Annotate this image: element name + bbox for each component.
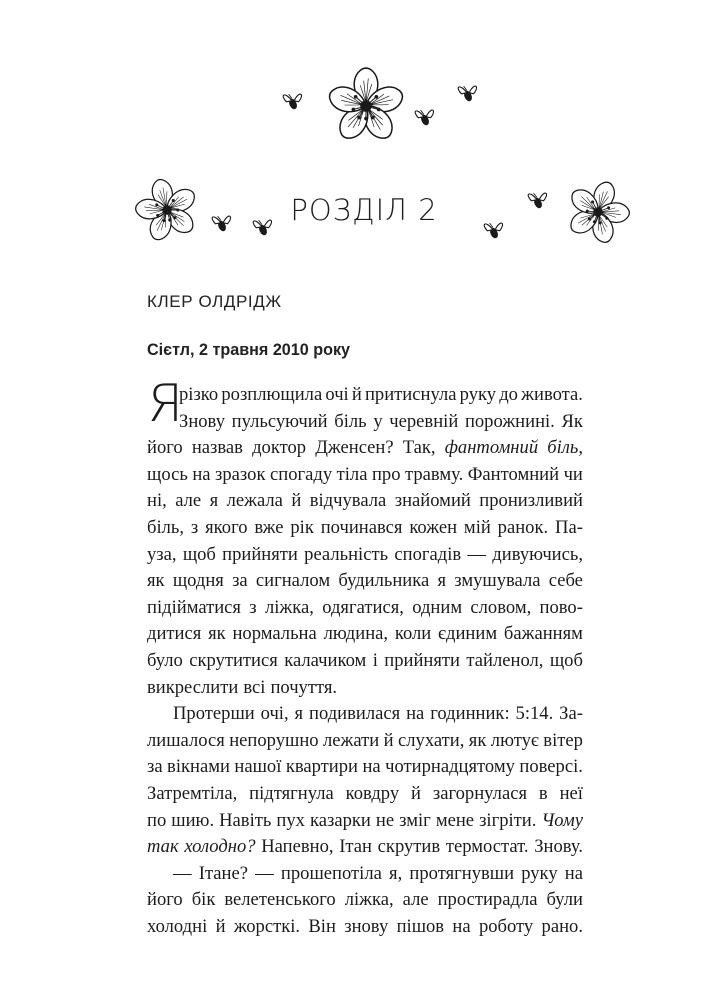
word: пішов [396, 915, 445, 937]
text-line [147, 914, 583, 941]
word: я [294, 703, 304, 725]
word: — [173, 862, 192, 884]
word: чотирнадцятому [385, 756, 515, 778]
word: прийняти [222, 543, 298, 565]
word: Знову. [534, 836, 583, 858]
word: прошепотіла [280, 862, 382, 884]
text-line [147, 861, 583, 888]
word: різко [179, 384, 219, 405]
word: лежати [323, 729, 380, 751]
word: Протерши [173, 703, 255, 725]
word: одягатися, [322, 596, 404, 618]
chapter-title: РОЗДІЛ 2 [290, 193, 438, 227]
word: бажанням [503, 623, 583, 645]
word: калачиком [284, 649, 367, 671]
text-line [147, 462, 583, 489]
word: на [564, 862, 583, 884]
word: скрутив [377, 836, 441, 858]
word: єдиним [438, 623, 498, 645]
word: але [402, 889, 429, 911]
word: очі [325, 384, 349, 405]
word: розплющила [221, 384, 323, 405]
word: Він [308, 915, 336, 937]
word: травму. [405, 463, 464, 485]
word: про [371, 463, 401, 485]
word: мене [435, 809, 475, 831]
text-line [147, 435, 583, 462]
word: дитися [147, 623, 202, 645]
place-date: Сієтл, 2 травня 2010 року [147, 340, 351, 359]
word: реальність [304, 543, 389, 565]
word: людина, [323, 623, 389, 645]
word: на [192, 463, 211, 485]
word: Як [561, 410, 583, 432]
word: викреслити [147, 676, 239, 698]
word: у [373, 410, 383, 432]
word: біль, [147, 516, 185, 538]
word: Па- [555, 516, 583, 538]
word: підтягнула [249, 782, 334, 804]
word: знову [344, 915, 389, 937]
word: термостат. [445, 836, 529, 858]
word: починався [320, 516, 403, 538]
word: зігріти. [479, 809, 537, 831]
word: одним [412, 596, 463, 618]
word: будильника [338, 570, 430, 592]
word: я [437, 570, 447, 592]
word: я [209, 490, 219, 512]
word: чи [563, 463, 583, 485]
word: протягнувши [409, 862, 515, 884]
word: ранок. [497, 516, 549, 538]
word: як [147, 570, 165, 592]
word: спогадів [394, 543, 462, 565]
drop-cap: Я [147, 374, 184, 434]
word: нормальна [232, 623, 317, 645]
word: шию. [171, 809, 215, 831]
text-line [147, 542, 583, 569]
word: подивилася [309, 703, 401, 725]
text-line [147, 781, 583, 808]
text-line [147, 595, 583, 622]
word: його [147, 889, 183, 911]
word: порожнині. [464, 410, 555, 432]
body-text [147, 382, 583, 940]
word: й [291, 490, 302, 512]
word: не [375, 809, 395, 831]
word: спогаду [270, 463, 333, 485]
word: бік [191, 889, 216, 911]
word: Ітан [339, 836, 372, 858]
word: на [362, 756, 381, 778]
word: й [215, 915, 226, 937]
word: його [147, 437, 183, 459]
word: 5:14. [515, 703, 554, 725]
word: тіла [336, 463, 368, 485]
word: біль [334, 410, 367, 432]
word: притиснула [364, 384, 457, 405]
text-line [147, 887, 583, 914]
text-line [147, 728, 583, 755]
word: так [147, 836, 179, 858]
text-line [147, 621, 583, 648]
word: як [208, 623, 226, 645]
word: зразок [215, 463, 266, 485]
word: підійматися [147, 596, 241, 618]
word: на [406, 703, 425, 725]
word: зміг [399, 809, 431, 831]
word: біль, [547, 437, 583, 459]
word: нашої [234, 756, 282, 778]
word: скрутитися [189, 649, 278, 671]
word: пово- [539, 596, 583, 618]
word: щось [147, 463, 188, 485]
word: пронизливий [479, 490, 583, 512]
word: Фантомний [467, 463, 560, 485]
word: ліжка, [264, 596, 314, 618]
word: Ітане? [198, 862, 249, 884]
word: загорнулася [432, 782, 527, 804]
word: ні, [147, 490, 167, 512]
word: мій [463, 516, 491, 538]
word: й [351, 384, 362, 405]
word: руку [521, 862, 558, 884]
word: прийняти [384, 649, 460, 671]
word: неї [559, 782, 583, 804]
word: — [467, 543, 487, 565]
word: холодні [147, 915, 208, 937]
word: тайленол, [466, 649, 544, 671]
word: почуття. [270, 676, 338, 698]
word: були [546, 889, 583, 911]
word: Знову [179, 410, 226, 432]
word: всі [243, 676, 266, 698]
word: рано. [541, 915, 583, 937]
text-line [147, 488, 583, 515]
text-line [147, 754, 583, 781]
word: себе [548, 570, 583, 592]
word: Затремтіла, [147, 782, 238, 804]
text-line [147, 675, 583, 702]
word: словом, [470, 596, 532, 618]
word: Так, [402, 437, 436, 459]
word: вікнами [167, 756, 230, 778]
word: лишалося [147, 729, 225, 751]
text-line [147, 568, 583, 595]
word: лютує [490, 729, 539, 751]
word: живота. [521, 384, 583, 405]
word: поверсі. [519, 756, 583, 778]
word: по [147, 809, 167, 831]
word: непорушно [229, 729, 319, 751]
text-line [147, 808, 583, 835]
word: слухати, [398, 729, 465, 751]
word: ліжка, [344, 889, 394, 911]
word: щоб [182, 543, 216, 565]
word: на [452, 915, 471, 937]
word: Чому [541, 809, 583, 831]
word: щоб [549, 649, 583, 671]
word: знайомий [394, 490, 471, 512]
word: велетенського [224, 889, 336, 911]
word: квартири [285, 756, 359, 778]
word: жорсткі. [233, 915, 301, 937]
word: коли [394, 623, 432, 645]
text-line [147, 701, 583, 728]
word: було [147, 649, 183, 671]
word: — [255, 862, 274, 884]
word: ковдру [345, 782, 400, 804]
word: до [499, 384, 518, 405]
text-line [147, 382, 583, 409]
word: уза, [147, 543, 177, 565]
word: пульсуючий [231, 410, 328, 432]
word: я, [389, 862, 403, 884]
word: За- [559, 703, 583, 725]
text-line [147, 515, 583, 542]
word: якого [205, 516, 248, 538]
word: простирадла [437, 889, 538, 911]
text-line [147, 834, 583, 861]
text-line [147, 648, 583, 675]
word: холодно? [184, 836, 256, 858]
word: годинник: [430, 703, 510, 725]
word: Навіть [219, 809, 272, 831]
word: руку [459, 384, 497, 405]
word: казарки [309, 809, 371, 831]
word: очі, [260, 703, 289, 725]
word: й [383, 729, 394, 751]
word: щодня [172, 570, 224, 592]
word: лежала [226, 490, 283, 512]
word: Напевно, [261, 836, 334, 858]
word: й [411, 782, 421, 804]
word: пух [276, 809, 305, 831]
word: за [147, 756, 163, 778]
chapter-author: КЛЕР ОЛДРІДЖ [147, 292, 282, 311]
word: з [190, 516, 199, 538]
word: як [468, 729, 487, 751]
word: вітер [543, 729, 583, 751]
word: дивуючись, [492, 543, 583, 565]
word: сигналом [255, 570, 331, 592]
word: рік [290, 516, 314, 538]
word: доктор [252, 437, 307, 459]
word: за [232, 570, 248, 592]
word: і [372, 649, 378, 671]
word: кожен [409, 516, 458, 538]
word: роботу [478, 915, 534, 937]
word: черевній [389, 410, 459, 432]
word: але [175, 490, 202, 512]
word: в [538, 782, 548, 804]
text-line [147, 409, 583, 436]
word: вже [254, 516, 284, 538]
word: змушувала [454, 570, 541, 592]
word: відчувала [309, 490, 387, 512]
word: фантомний [444, 437, 539, 459]
word: з [249, 596, 257, 618]
word: Дженсен? [315, 437, 394, 459]
word: назвав [191, 437, 243, 459]
